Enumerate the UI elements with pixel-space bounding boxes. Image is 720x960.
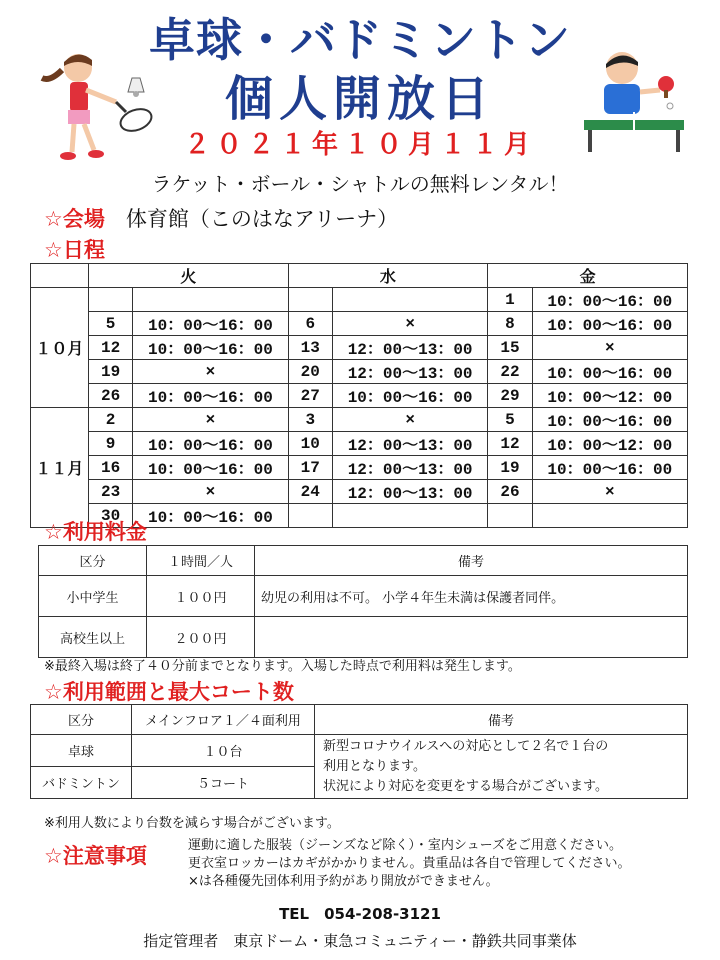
fee-header-category: 区分 xyxy=(39,546,147,576)
schedule-time: 10：00〜16：00 xyxy=(532,408,687,432)
schedule-row xyxy=(31,480,688,504)
schedule-time: × xyxy=(333,408,488,432)
schedule-row xyxy=(31,336,688,360)
schedule-time: 10：00〜16：00 xyxy=(133,456,288,480)
schedule-day: 15 xyxy=(488,336,532,360)
fee-remarks-empty xyxy=(255,617,688,658)
court-remark-line: 利用となります。 xyxy=(323,758,426,774)
schedule-day: 13 xyxy=(288,336,332,360)
schedule-time: 10：00〜16：00 xyxy=(133,312,288,336)
schedule-time: 12：00〜13：00 xyxy=(333,456,488,480)
court-remark-line: 状況により対応を変更をする場合がございます。 xyxy=(323,778,608,794)
title-line2: 個人開放日 xyxy=(224,71,495,127)
court-header-area: メインフロア１／４面利用 xyxy=(132,705,315,735)
schedule-day xyxy=(288,288,332,312)
venue-name: 体育館（このはなアリーナ） xyxy=(125,207,399,231)
contact-manager: 指定管理者 東京ドーム・東急コミュニティー・静鉄共同事業体 xyxy=(143,932,577,950)
schedule-time xyxy=(532,504,687,528)
rental-notice: ラケット・ボール・シャトルの無料レンタル！ xyxy=(151,172,569,196)
schedule-day: 24 xyxy=(288,480,332,504)
schedule-time: 10：00〜16：00 xyxy=(133,336,288,360)
schedule-day: 26 xyxy=(488,480,532,504)
schedule-day: 30 xyxy=(88,504,132,528)
schedule-day xyxy=(488,504,532,528)
schedule-time: × xyxy=(133,480,288,504)
day-header-wed: 水 xyxy=(288,264,488,288)
schedule-day: 20 xyxy=(288,360,332,384)
schedule-time: 12：00〜13：00 xyxy=(333,480,488,504)
schedule-day: 8 xyxy=(488,312,532,336)
schedule-time: 10：00〜16：00 xyxy=(532,360,687,384)
schedule-time: × xyxy=(133,360,288,384)
schedule-day: 22 xyxy=(488,360,532,384)
schedule-time xyxy=(333,504,488,528)
schedule-row xyxy=(31,456,688,480)
schedule-day: 19 xyxy=(488,456,532,480)
caution-line: 更衣室ロッカーはカギがかかりません。貴重品は各自で管理してください。 xyxy=(188,856,631,871)
court-remark-line: 新型コロナウイルスへの対応として２名で１台の xyxy=(323,738,609,754)
fee-note: ※最終入場は終了４０分前までとなります。入場した時点で利用料は発生します。 xyxy=(44,659,521,674)
day-header-tue: 火 xyxy=(88,264,288,288)
caution-list xyxy=(188,837,631,891)
fee-price: ２００円 xyxy=(147,617,255,658)
title-line1: 卓球・バドミントン xyxy=(148,13,572,67)
fee-header-row xyxy=(39,546,688,576)
fee-header-price: １時間／人 xyxy=(147,546,255,576)
caution-line: 運動に適した服装（ジーンズなど除く）・室内シューズをご用意ください。 xyxy=(188,838,622,853)
court-row xyxy=(31,735,688,767)
schedule-time: 10：00〜16：00 xyxy=(133,504,288,528)
court-remarks xyxy=(315,735,688,799)
contact-tel: TEL 054-208-3121 xyxy=(279,905,441,923)
schedule-time: 12：00〜13：00 xyxy=(333,432,488,456)
fee-row xyxy=(39,576,688,617)
schedule-time: 10：00〜16：00 xyxy=(532,288,687,312)
schedule-day: 26 xyxy=(88,384,132,408)
schedule-day: 3 xyxy=(288,408,332,432)
schedule-row xyxy=(31,432,688,456)
fee-category: 高校生以上 xyxy=(39,617,147,658)
court-header-category: 区分 xyxy=(31,705,132,735)
schedule-day: 5 xyxy=(488,408,532,432)
court-heading: ☆利用範囲と最大コート数 xyxy=(44,680,294,704)
schedule-time: 10：00〜16：00 xyxy=(133,432,288,456)
fee-remarks: 幼児の利用は不可。 小学４年生未満は保護者同伴。 xyxy=(255,576,688,617)
fee-price: １００円 xyxy=(147,576,255,617)
schedule-day: 27 xyxy=(288,384,332,408)
schedule-header-row xyxy=(31,264,688,288)
court-category: バドミントン xyxy=(31,767,132,799)
court-header-row xyxy=(31,705,688,735)
schedule-day: 19 xyxy=(88,360,132,384)
schedule-time: 10：00〜12：00 xyxy=(532,432,687,456)
schedule-table xyxy=(30,263,688,528)
schedule-time: × xyxy=(532,336,687,360)
fee-heading: ☆利用料金 xyxy=(44,520,147,544)
schedule-time: × xyxy=(333,312,488,336)
court-category: 卓球 xyxy=(31,735,132,767)
schedule-day: 10 xyxy=(288,432,332,456)
court-count: ５コート xyxy=(132,767,315,799)
venue-heading: ☆会場 xyxy=(44,207,105,231)
schedule-time: 10：00〜16：00 xyxy=(333,384,488,408)
schedule-day: 9 xyxy=(88,432,132,456)
event-date: ２０２１年１０月１１月 xyxy=(183,130,536,160)
fee-row xyxy=(39,617,688,658)
day-header-fri: 金 xyxy=(488,264,688,288)
court-header-remarks: 備考 xyxy=(315,705,688,735)
schedule-day: 23 xyxy=(88,480,132,504)
schedule-day xyxy=(88,288,132,312)
schedule-day: 17 xyxy=(288,456,332,480)
month-label: １１月 xyxy=(31,408,89,528)
schedule-time: 10：00〜12：00 xyxy=(532,384,687,408)
schedule-time xyxy=(333,288,488,312)
schedule-day: 16 xyxy=(88,456,132,480)
schedule-time: × xyxy=(532,480,687,504)
court-note: ※利用人数により台数を減らす場合がございます。 xyxy=(44,816,340,831)
schedule-day: 6 xyxy=(288,312,332,336)
month-header-cell xyxy=(31,264,89,288)
schedule-row xyxy=(31,384,688,408)
court-count: １０台 xyxy=(132,735,315,767)
schedule-row xyxy=(31,288,688,312)
fee-category: 小中学生 xyxy=(39,576,147,617)
schedule-time: 12：00〜13：00 xyxy=(333,336,488,360)
schedule-day: 5 xyxy=(88,312,132,336)
month-label: １０月 xyxy=(31,288,89,408)
schedule-time: × xyxy=(133,408,288,432)
schedule-day: 2 xyxy=(88,408,132,432)
schedule-day xyxy=(288,504,332,528)
fee-table xyxy=(38,545,688,658)
schedule-time: 12：00〜13：00 xyxy=(333,360,488,384)
venue-row xyxy=(44,203,398,233)
schedule-day: 1 xyxy=(488,288,532,312)
schedule-heading: ☆日程 xyxy=(44,238,105,262)
caution-line: ×は各種優先団体利用予約があり開放ができません。 xyxy=(188,874,499,889)
fee-header-remarks: 備考 xyxy=(255,546,688,576)
schedule-time: 10：00〜16：00 xyxy=(532,456,687,480)
schedule-row xyxy=(31,312,688,336)
schedule-day: 29 xyxy=(488,384,532,408)
court-table xyxy=(30,704,688,799)
schedule-day: 12 xyxy=(488,432,532,456)
caution-heading: ☆注意事項 xyxy=(44,844,147,868)
schedule-row xyxy=(31,408,688,432)
schedule-time: 10：00〜16：00 xyxy=(133,384,288,408)
schedule-time xyxy=(133,288,288,312)
schedule-row xyxy=(31,360,688,384)
schedule-day: 12 xyxy=(88,336,132,360)
schedule-time: 10：00〜16：00 xyxy=(532,312,687,336)
